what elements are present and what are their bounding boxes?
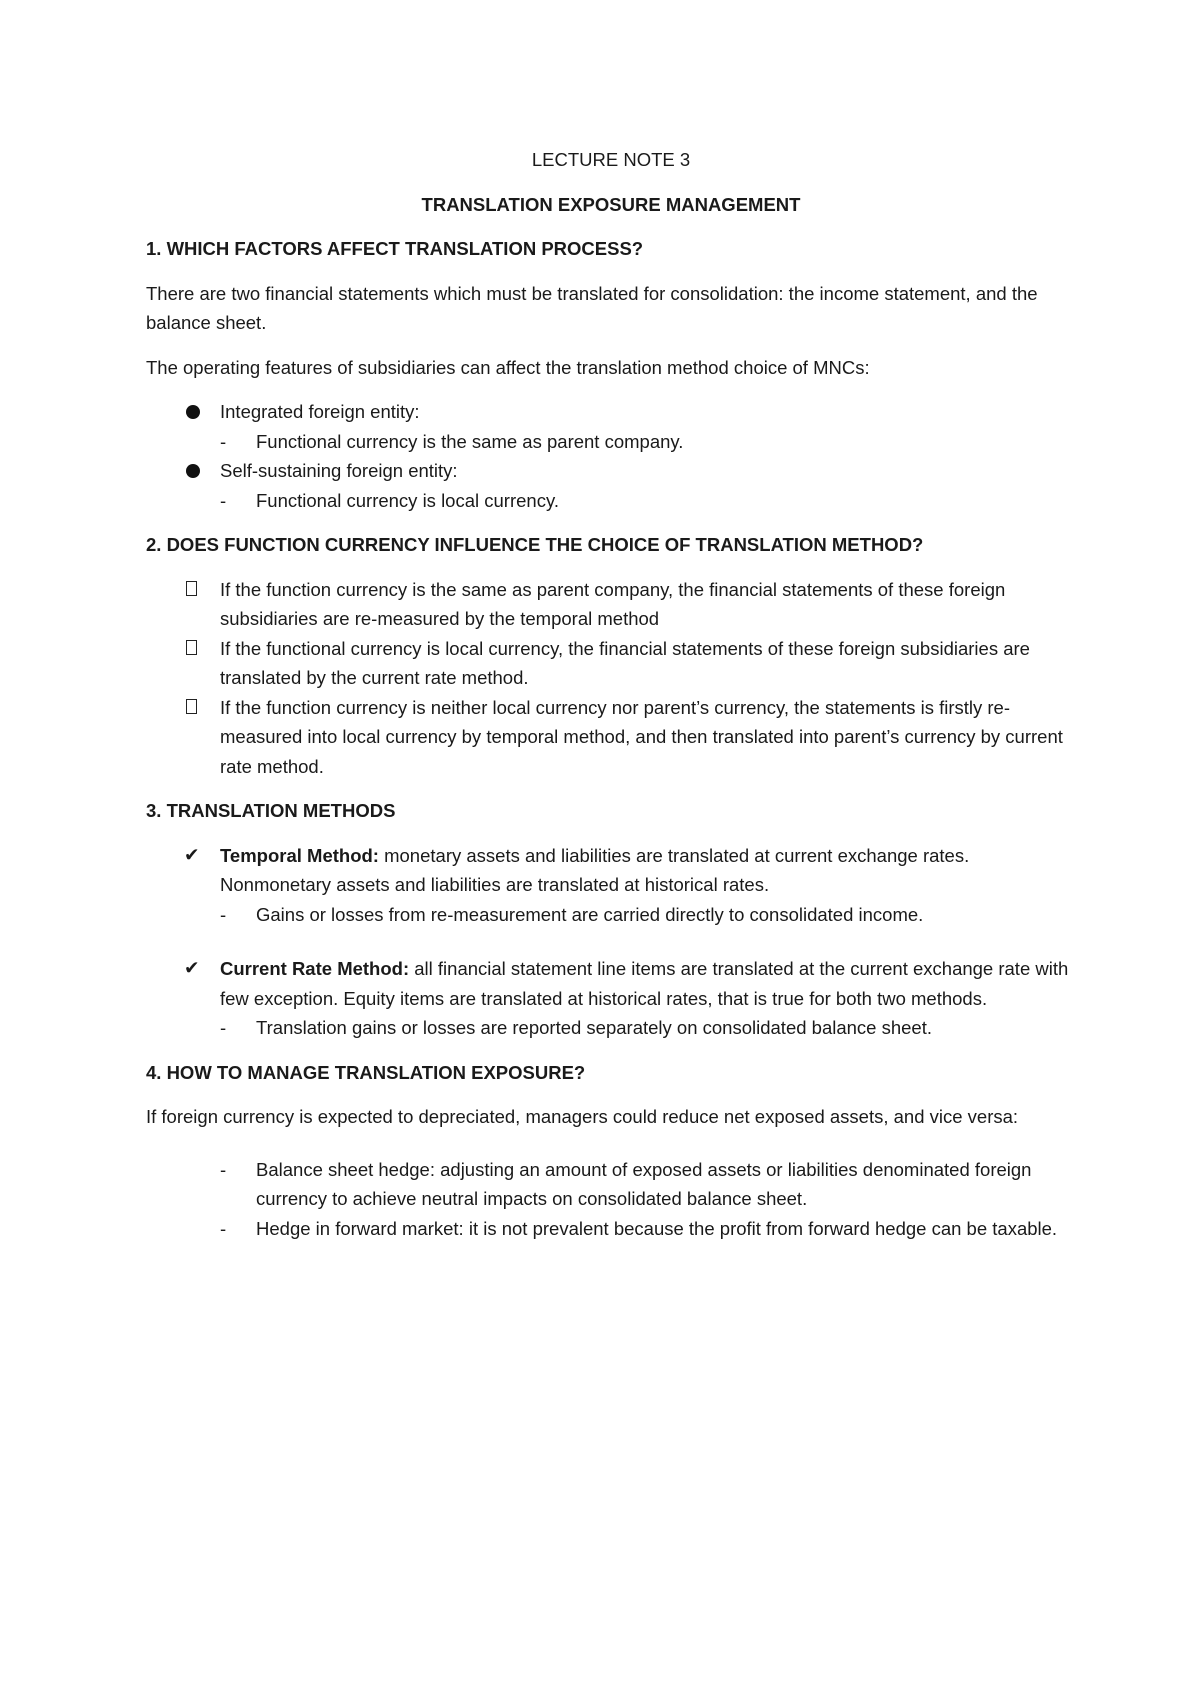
list-item xyxy=(146,634,1076,693)
section-4-paragraph: If foreign currency is expected to depreciated, managers could reduce net exposed assets, and vice versa: xyxy=(146,1106,1019,1127)
dash-marker: - xyxy=(220,430,227,452)
document-page xyxy=(146,145,1076,1243)
checkmark-icon: ✔ xyxy=(184,844,200,866)
list-item xyxy=(146,575,1076,634)
list-item-text: If the function currency is neither local currency nor parent’s currency, the statements is firstly re-measured into local currency by temporal method, and then translated into parent’s currency by current rate method. xyxy=(220,696,1063,777)
method-label: Temporal Method: xyxy=(220,844,379,866)
section-3-list xyxy=(146,841,1076,1043)
missing-glyph-box-icon xyxy=(186,581,197,596)
list-subitem xyxy=(146,1013,1076,1043)
section-1-paragraph-1: There are two financial statements which must be translated for consolidation: the income statement, and the balance sheet. xyxy=(146,282,1038,333)
list-item-label: Integrated foreign entity: xyxy=(220,401,420,422)
section-1-list xyxy=(146,397,1076,515)
section-4-list xyxy=(146,1155,1076,1244)
bullet-dot-icon xyxy=(186,405,200,419)
list-subitem xyxy=(146,486,1076,516)
dash-marker: - xyxy=(220,489,227,511)
method-description: all financial statement line items are translated at the current exchange rate with few exception. Equity items are translated at historical rates, that is true for both two methods. xyxy=(220,958,1069,1009)
section-4-heading: 4. HOW TO MANAGE TRANSLATION EXPOSURE? xyxy=(146,1061,586,1083)
missing-glyph-box-icon xyxy=(186,699,197,714)
section-1-heading: 1. WHICH FACTORS AFFECT TRANSLATION PROCESS? xyxy=(146,238,644,259)
list-subitem-text: Functional currency is local currency. xyxy=(256,489,559,511)
section-2-heading: 2. DOES FUNCTION CURRENCY INFLUENCE THE CHOICE OF TRANSLATION METHOD? xyxy=(146,534,924,555)
checkmark-icon: ✔ xyxy=(184,958,200,979)
bullet-dot-icon xyxy=(186,464,200,478)
list-item-text: Hedge in forward market: it is not prevalent because the profit from forward hedge can be taxable. xyxy=(256,1217,1058,1239)
dash-marker: - xyxy=(220,1158,227,1180)
list-subitem xyxy=(146,427,1076,457)
list-item xyxy=(146,841,1076,900)
method-description: monetary assets and liabilities are translated at current exchange rates. Nonmonetary assets and liabilities are translated at historical rates. xyxy=(220,844,970,895)
page-title: LECTURE NOTE 3 xyxy=(531,149,691,170)
list-subitem-text: Gains or losses from re-measurement are carried directly to consolidated income. xyxy=(256,903,924,925)
method-label: Current Rate Method: xyxy=(220,958,410,979)
list-item xyxy=(146,693,1076,782)
list-item xyxy=(146,1155,1076,1214)
list-subitem-text: Translation gains or losses are reported separately on consolidated balance sheet. xyxy=(256,1017,932,1038)
section-3-heading: 3. TRANSLATION METHODS xyxy=(146,800,396,821)
dash-marker: - xyxy=(220,1017,227,1038)
list-item xyxy=(146,456,1076,486)
list-item-text: If the function currency is the same as parent company, the financial statements of these foreign subsidiaries are re-measured by the temporal method xyxy=(220,578,1006,629)
list-subitem xyxy=(146,900,1076,930)
list-subitem-text: Functional currency is the same as parent company. xyxy=(256,430,684,452)
list-item xyxy=(146,1214,1076,1244)
section-1-paragraph-2: The operating features of subsidiaries can affect the translation method choice of MNCs: xyxy=(146,356,870,378)
list-item-label: Self-sustaining foreign entity: xyxy=(220,460,458,481)
missing-glyph-box-icon xyxy=(186,640,197,655)
section-2-list xyxy=(146,575,1076,782)
page-subtitle: TRANSLATION EXPOSURE MANAGEMENT xyxy=(421,193,801,215)
list-item-text: If the functional currency is local currency, the financial statements of these foreign subsidiaries are translated by the current rate method. xyxy=(220,637,1030,688)
dash-marker: - xyxy=(220,903,227,925)
list-item-text: Balance sheet hedge: adjusting an amount of exposed assets or liabilities denominated foreign currency to achieve neutral impacts on consolidated balance sheet. xyxy=(256,1158,1032,1209)
list-item xyxy=(146,397,1076,427)
list-item xyxy=(146,954,1076,1013)
dash-marker: - xyxy=(220,1217,227,1239)
